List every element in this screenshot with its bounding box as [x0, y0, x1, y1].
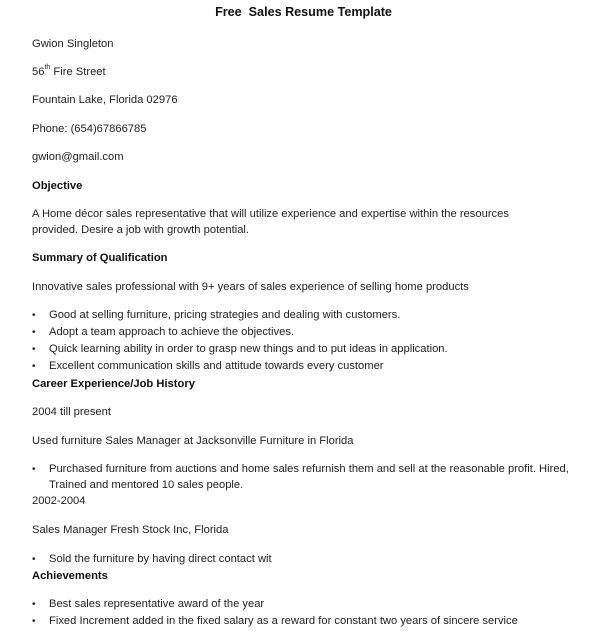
contact-name: Gwion Singleton	[32, 38, 114, 50]
job2-dates: 2002-2004	[32, 495, 86, 507]
list-item	[32, 307, 592, 323]
experience-heading: Career Experience/Job History	[32, 378, 195, 390]
job1-dates: 2004 till present	[32, 406, 111, 418]
list-item	[32, 461, 592, 493]
contact-street	[32, 64, 106, 80]
bullet-icon: •	[32, 616, 36, 627]
list-item	[32, 341, 592, 357]
street-number: 56	[32, 66, 45, 78]
list-item-text: Fixed Increment added in the fixed salary as a reward for constant two years of sincere service	[49, 615, 518, 627]
bullet-icon: •	[32, 599, 36, 610]
page-title: Free Sales Resume Template	[215, 5, 392, 19]
objective-text: A Home décor sales representative that will utilize experience and expertise within the resources provided. Desire a job with growth potential.	[32, 208, 509, 236]
list-item-text: Adopt a team approach to achieve the objectives.	[49, 326, 295, 338]
job1-title: Used furniture Sales Manager at Jacksonville Furniture in Florida	[32, 435, 354, 447]
street-name: Fire Street	[50, 66, 106, 78]
qualification-intro: Innovative sales professional with 9+ years of sales experience of selling home products	[32, 281, 469, 293]
list-item-text: Quick learning ability in order to grasp new things and to put ideas in application.	[49, 343, 448, 355]
contact-email: gwion@gmail.com	[32, 151, 124, 163]
bullet-icon: •	[32, 310, 36, 321]
achievements-heading: Achievements	[32, 570, 108, 582]
bullet-icon: •	[32, 327, 36, 338]
bullet-icon: •	[32, 361, 36, 372]
list-item-text: Purchased furniture from auctions and home sales refurnish them and sell at the reasonable profit. Hired, Trained and mentored 10 sales people.	[49, 463, 569, 491]
list-item	[32, 358, 592, 374]
contact-phone: Phone: (654)67866785	[32, 123, 147, 135]
bullet-icon: •	[32, 344, 36, 355]
contact-city: Fountain Lake, Florida 02976	[32, 94, 178, 106]
bullet-icon: •	[32, 464, 36, 475]
bullet-icon: •	[32, 554, 36, 565]
list-item	[32, 596, 592, 612]
list-item-text: Good at selling furniture, pricing strategies and dealing with customers.	[49, 309, 401, 321]
qualification-heading: Summary of Qualification	[32, 252, 168, 264]
list-item	[32, 324, 592, 340]
list-item	[32, 613, 592, 629]
list-item-text: Best sales representative award of the year	[49, 598, 265, 610]
list-item-text: Excellent communication skills and attitude towards every customer	[49, 360, 384, 372]
objective-heading: Objective	[32, 180, 83, 192]
list-item	[32, 551, 592, 567]
street-suffix: th	[44, 64, 51, 72]
job2-title: Sales Manager Fresh Stock Inc, Florida	[32, 524, 229, 536]
list-item-text: Sold the furniture by having direct contact wit	[49, 553, 272, 565]
